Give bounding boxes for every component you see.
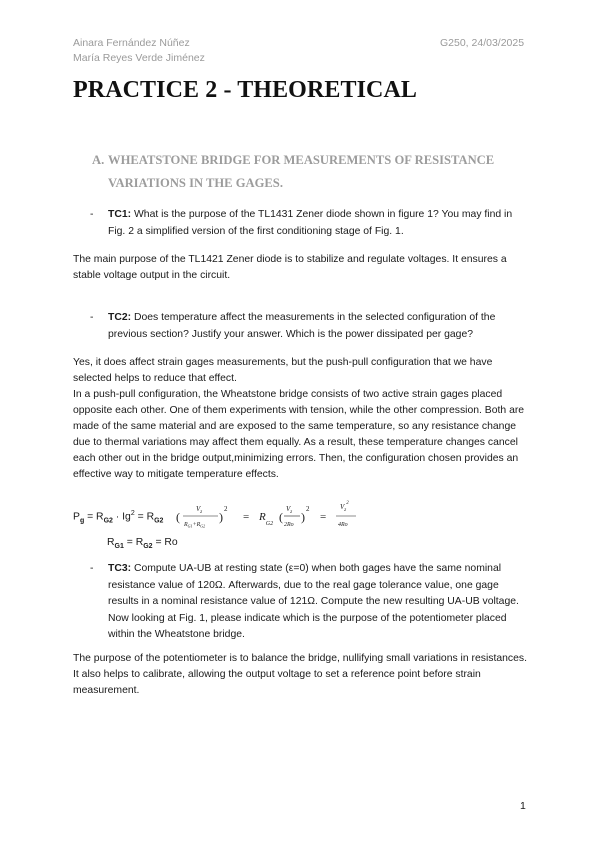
svg-text:(: ( [279,510,283,524]
svg-text:2: 2 [306,505,310,513]
answer-tc1: The main purpose of the TL1421 Zener diode is to stabilize and regulate voltages. It ensures a stable voltage output in the circuit. [73,254,507,281]
page-title: PRACTICE 2 - THEORETICAL [73,77,418,103]
bullet-dash: - [90,563,94,574]
section-title: WHEATSTONE BRIDGE FOR MEASUREMENTS OF RESISTANCE VARIATIONS IN THE GAGES. [108,153,495,190]
svg-text:): ) [219,510,223,524]
section-number: A. [92,153,105,167]
equation-fractions [173,496,433,536]
header-authors [73,36,205,66]
question-tc3 [90,561,528,644]
author-2: María Reyes Verde Jiménez [73,52,205,64]
header-code-date: G250, 24/03/2025 [440,37,525,49]
svg-text:4Ro: 4Ro [338,522,348,528]
question-tc2 [90,310,528,343]
svg-text:Vz2: $V_z^2$ [340,501,349,513]
tc1-question: What is the purpose of the TL1431 Zener diode shown in figure 1? You may find in Fig. 2 a simplified version of the first conditioning stage of Fig. 1. [108,209,513,237]
svg-text:2: 2 [224,505,228,513]
answer-tc3: The purpose of the potentiometer is to balance the bridge, nullifying small variations in resistances. It also helps to calibrate, allowing the output voltage to set a reference point before strain measurement. [73,653,527,696]
page-number: 1 [520,800,526,812]
tc1-label: TC1: [108,209,132,220]
svg-text:): ) [301,510,305,524]
bullet-dash: - [90,312,94,323]
tc3-label: TC3: [108,563,132,574]
tc3-question: Compute UA-UB at resting state (ε=0) when both gages have the same nominal resistance value of 120Ω. Afterwards, due to the real gage tolerance value, one gage results in a nominal resistance value of 121Ω. Compute the new resulting UA-UB voltage. Now looking at Fig. 1, please indicate which is the purpose of the potentiometer placed within the Wheatstone bridge. [108,563,519,640]
section-heading [92,149,532,195]
svg-text:RG2: $R_{G2}$ [259,511,274,527]
svg-text:=: = [320,511,327,523]
power-equation: $P_g = R_{G2} \cdot Ig^2 = R_{G2}$ ( $V_z$ $R_{G1}+R_{G2}$ ) 2 = $R_{G2}$ ( $V_z$ 2Ro ) 2 = $V_z^2$ 4Ro $R_{G1} = R_{G2} = Ro$ [73,496,493,546]
tc2-question: Does temperature affect the measurements in the selected configuration of the previous section? Justify your answer. Which is the power dissipated per gage? [108,312,496,340]
answer-tc2-body: In a push-pull configuration, the Wheatstone bridge consists of two active strain gages placed opposite each other. One of them experiments with tension, while the other compression. Both are made of the same material and are exposed to the same temperature, so any resistance change due to thermal variations may affect them equally. As a result, these temperature changes cancel each other out in the bridge output,minimizing errors. Then, the configuration chosen provides an effective way to mitigate temperature effects. [73,389,525,480]
svg-text:Vz: $V_z$ [286,505,293,515]
question-tc1 [90,207,528,240]
svg-text:=: = [243,511,250,523]
svg-text:(: ( [176,510,180,524]
author-1: Ainara Fernández Núñez [73,37,190,49]
tc2-label: TC2: [108,312,132,323]
svg-text:RG1+RG2: $R_{G1}+R_{G2}$ [184,522,206,529]
svg-text:Vz: $V_z$ [196,505,203,515]
answer-tc2-intro: Yes, it does affect strain gages measurements, but the push-pull configuration that we have selected helps to reduce that effect. [73,357,493,384]
svg-text:2Ro: 2Ro [284,522,294,528]
bullet-dash: - [90,209,94,220]
